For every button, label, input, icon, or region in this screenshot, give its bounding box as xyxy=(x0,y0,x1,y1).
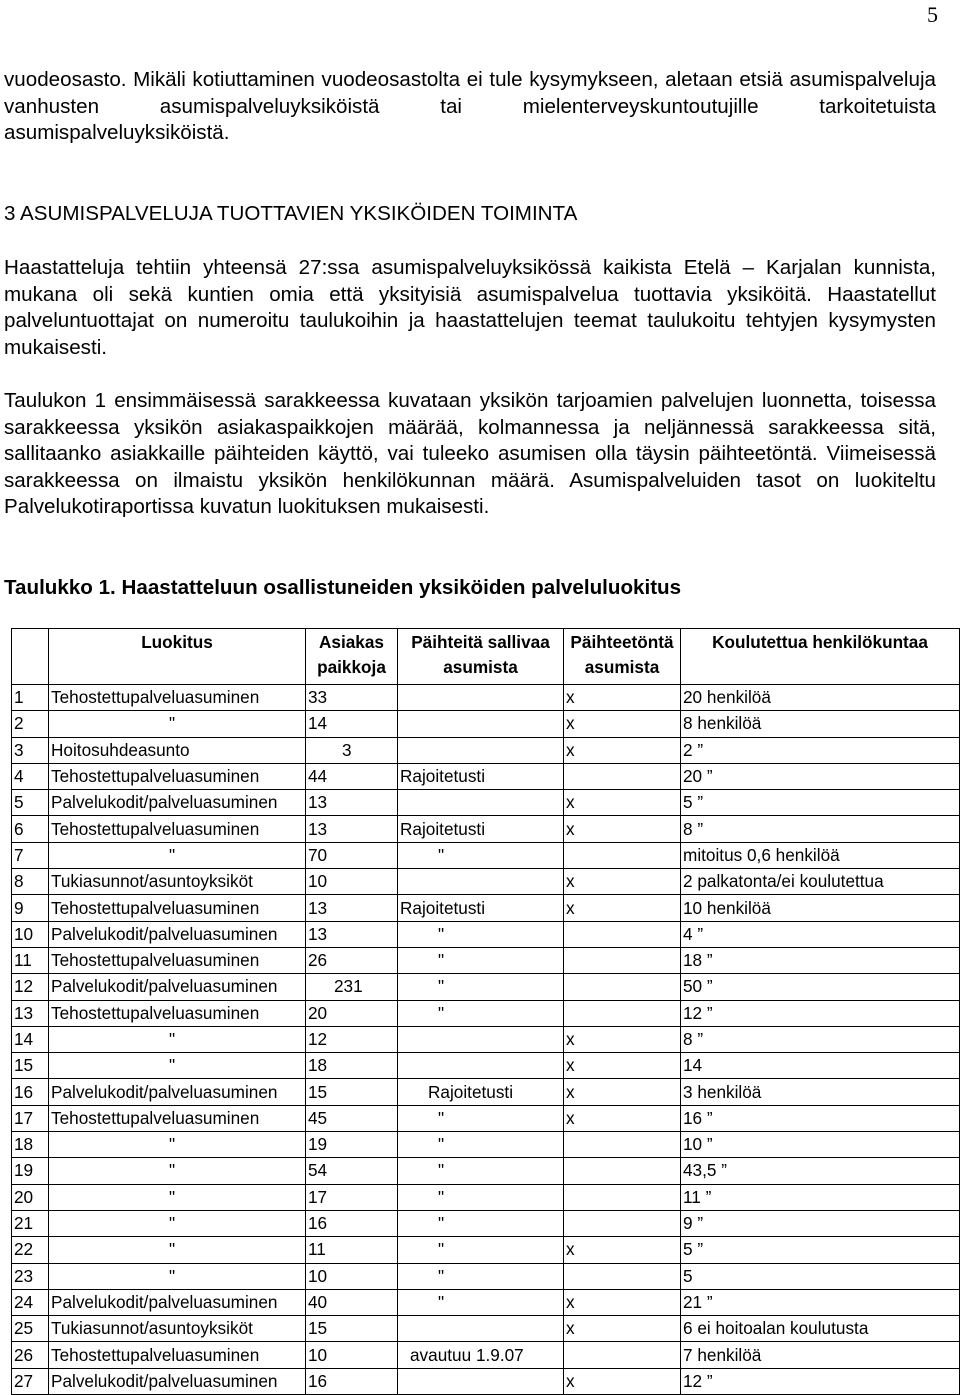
header-number xyxy=(12,629,49,685)
cell-trained-staff: 11 ” xyxy=(681,1184,960,1210)
cell-client-places: 33 xyxy=(306,685,398,711)
cell-classification: Palvelukodit/palveluasuminen xyxy=(49,1289,306,1315)
cell-intoxicants-allowed: " xyxy=(398,1105,564,1131)
table-row xyxy=(12,947,960,973)
cell-number: 27 xyxy=(12,1368,49,1394)
cell-intoxicant-free xyxy=(564,1184,681,1210)
header-intoxicants-allowed: Päihteitä sallivaa asumista xyxy=(398,629,564,685)
cell-client-places: 45 xyxy=(306,1105,398,1131)
cell-trained-staff: 20 ” xyxy=(681,763,960,789)
cell-client-places: 3 xyxy=(306,737,398,763)
cell-client-places: 16 xyxy=(306,1368,398,1394)
cell-intoxicants-allowed xyxy=(398,737,564,763)
cell-client-places: 10 xyxy=(306,1263,398,1289)
cell-trained-staff: mitoitus 0,6 henkilöä xyxy=(681,842,960,868)
cell-intoxicant-free: x xyxy=(564,1079,681,1105)
cell-classification: Palvelukodit/palveluasuminen xyxy=(49,921,306,947)
cell-trained-staff: 3 henkilöä xyxy=(681,1079,960,1105)
cell-classification: Palvelukodit/palveluasuminen xyxy=(49,974,306,1000)
cell-classification: " xyxy=(49,1026,306,1052)
cell-classification: Tehostettupalveluasuminen xyxy=(49,1105,306,1131)
cell-trained-staff: 16 ” xyxy=(681,1105,960,1131)
header-intoxicant-free: Päihteetöntä asumista xyxy=(564,629,681,685)
table-row xyxy=(12,1079,960,1105)
table-header-row xyxy=(12,629,960,685)
header-trained-staff: Koulutettua henkilökuntaa xyxy=(681,629,960,685)
cell-client-places: 13 xyxy=(306,816,398,842)
intro-paragraph: vuodeosasto. Mikäli kotiuttaminen vuodeosastolta ei tule kysymykseen, aletaan etsiä asumispalveluja vanhusten asumispalveluyksiköistä tai mielenterveyskuntoutujille tarkoitetuista asumispalveluyksiköistä. xyxy=(4,68,936,144)
service-classification-table xyxy=(11,628,960,1395)
cell-client-places: 13 xyxy=(306,921,398,947)
cell-number: 23 xyxy=(12,1263,49,1289)
cell-intoxicant-free: x xyxy=(564,1316,681,1342)
cell-number: 16 xyxy=(12,1079,49,1105)
header-client-places: Asiakas paikkoja xyxy=(306,629,398,685)
cell-intoxicants-allowed: " xyxy=(398,921,564,947)
cell-intoxicant-free xyxy=(564,842,681,868)
cell-number: 18 xyxy=(12,1132,49,1158)
cell-classification: " xyxy=(49,1158,306,1184)
cell-client-places: 15 xyxy=(306,1316,398,1342)
table-row xyxy=(12,711,960,737)
cell-intoxicant-free xyxy=(564,1132,681,1158)
cell-intoxicant-free xyxy=(564,1000,681,1026)
cell-intoxicant-free: x xyxy=(564,1237,681,1263)
cell-number: 21 xyxy=(12,1210,49,1236)
cell-classification: Tehostettupalveluasuminen xyxy=(49,816,306,842)
cell-intoxicants-allowed: " xyxy=(398,1184,564,1210)
cell-intoxicants-allowed: " xyxy=(398,1263,564,1289)
cell-classification: " xyxy=(49,842,306,868)
cell-intoxicants-allowed xyxy=(398,711,564,737)
cell-trained-staff: 20 henkilöä xyxy=(681,685,960,711)
cell-classification: Tukiasunnot/asuntoyksiköt xyxy=(49,869,306,895)
section-heading: 3 ASUMISPALVELUJA TUOTTAVIEN YKSIKÖIDEN TOIMINTA xyxy=(4,202,578,225)
cell-intoxicant-free: x xyxy=(564,1289,681,1315)
table-row xyxy=(12,737,960,763)
cell-trained-staff: 9 ” xyxy=(681,1210,960,1236)
cell-trained-staff: 43,5 ” xyxy=(681,1158,960,1184)
cell-client-places: 231 xyxy=(306,974,398,1000)
cell-number: 3 xyxy=(12,737,49,763)
cell-intoxicant-free xyxy=(564,1210,681,1236)
cell-number: 19 xyxy=(12,1158,49,1184)
cell-number: 6 xyxy=(12,816,49,842)
cell-classification: Palvelukodit/palveluasuminen xyxy=(49,1079,306,1105)
cell-intoxicant-free: x xyxy=(564,790,681,816)
cell-number: 1 xyxy=(12,685,49,711)
cell-client-places: 12 xyxy=(306,1026,398,1052)
cell-number: 24 xyxy=(12,1289,49,1315)
cell-client-places: 44 xyxy=(306,763,398,789)
cell-intoxicant-free: x xyxy=(564,816,681,842)
cell-trained-staff: 14 xyxy=(681,1053,960,1079)
table-row xyxy=(12,1000,960,1026)
cell-intoxicants-allowed: Rajoitetusti xyxy=(398,895,564,921)
table-row xyxy=(12,1184,960,1210)
cell-client-places: 54 xyxy=(306,1158,398,1184)
cell-client-places: 40 xyxy=(306,1289,398,1315)
cell-intoxicant-free: x xyxy=(564,869,681,895)
cell-intoxicants-allowed: Rajoitetusti xyxy=(398,763,564,789)
table-row xyxy=(12,1132,960,1158)
table-row xyxy=(12,1158,960,1184)
cell-intoxicants-allowed: " xyxy=(398,974,564,1000)
cell-client-places: 18 xyxy=(306,1053,398,1079)
cell-client-places: 19 xyxy=(306,1132,398,1158)
cell-trained-staff: 8 henkilöä xyxy=(681,711,960,737)
cell-classification: " xyxy=(49,1237,306,1263)
cell-trained-staff: 4 ” xyxy=(681,921,960,947)
table-row xyxy=(12,1026,960,1052)
cell-classification: Palvelukodit/palveluasuminen xyxy=(49,1368,306,1394)
cell-classification: Tukiasunnot/asuntoyksiköt xyxy=(49,1316,306,1342)
table-title: Taulukko 1. Haastatteluun osallistuneiden yksiköiden palveluluokitus xyxy=(4,576,682,599)
cell-intoxicants-allowed: " xyxy=(398,1210,564,1236)
cell-number: 15 xyxy=(12,1053,49,1079)
cell-number: 20 xyxy=(12,1184,49,1210)
cell-number: 17 xyxy=(12,1105,49,1131)
cell-intoxicants-allowed xyxy=(398,1368,564,1394)
cell-client-places: 16 xyxy=(306,1210,398,1236)
cell-intoxicants-allowed: Rajoitetusti xyxy=(398,1079,564,1105)
table-row xyxy=(12,1316,960,1342)
cell-classification: Tehostettupalveluasuminen xyxy=(49,895,306,921)
cell-number: 10 xyxy=(12,921,49,947)
cell-number: 9 xyxy=(12,895,49,921)
cell-number: 11 xyxy=(12,947,49,973)
cell-classification: " xyxy=(49,711,306,737)
cell-intoxicants-allowed: " xyxy=(398,1132,564,1158)
table-row xyxy=(12,1342,960,1368)
cell-number: 12 xyxy=(12,974,49,1000)
table-row xyxy=(12,974,960,1000)
cell-intoxicants-allowed xyxy=(398,1053,564,1079)
page-number: 5 xyxy=(927,2,938,27)
cell-trained-staff: 7 henkilöä xyxy=(681,1342,960,1368)
cell-intoxicant-free: x xyxy=(564,1026,681,1052)
table-body xyxy=(12,685,960,1395)
cell-intoxicant-free: x xyxy=(564,1105,681,1131)
cell-classification: Tehostettupalveluasuminen xyxy=(49,763,306,789)
cell-client-places: 10 xyxy=(306,1342,398,1368)
cell-client-places: 13 xyxy=(306,895,398,921)
cell-classification: Palvelukodit/palveluasuminen xyxy=(49,790,306,816)
cell-intoxicant-free: x xyxy=(564,1368,681,1394)
table-row xyxy=(12,1263,960,1289)
cell-trained-staff: 5 xyxy=(681,1263,960,1289)
cell-intoxicants-allowed: " xyxy=(398,1000,564,1026)
cell-intoxicant-free: x xyxy=(564,685,681,711)
cell-trained-staff: 10 ” xyxy=(681,1132,960,1158)
cell-trained-staff: 12 ” xyxy=(681,1000,960,1026)
cell-intoxicant-free xyxy=(564,921,681,947)
cell-intoxicants-allowed xyxy=(398,685,564,711)
cell-number: 25 xyxy=(12,1316,49,1342)
cell-number: 2 xyxy=(12,711,49,737)
cell-intoxicant-free: x xyxy=(564,737,681,763)
cell-trained-staff: 6 ei hoitoalan koulutusta xyxy=(681,1316,960,1342)
cell-classification: Hoitosuhdeasunto xyxy=(49,737,306,763)
cell-trained-staff: 2 palkatonta/ei koulutettua xyxy=(681,869,960,895)
cell-client-places: 26 xyxy=(306,947,398,973)
cell-intoxicants-allowed: " xyxy=(398,1158,564,1184)
cell-client-places: 14 xyxy=(306,711,398,737)
cell-classification: " xyxy=(49,1053,306,1079)
cell-number: 13 xyxy=(12,1000,49,1026)
cell-intoxicant-free xyxy=(564,974,681,1000)
cell-number: 5 xyxy=(12,790,49,816)
cell-trained-staff: 5 ” xyxy=(681,1237,960,1263)
cell-client-places: 70 xyxy=(306,842,398,868)
cell-trained-staff: 18 ” xyxy=(681,947,960,973)
cell-trained-staff: 8 ” xyxy=(681,1026,960,1052)
interviews-paragraph: Haastatteluja tehtiin yhteensä 27:ssa asumispalveluyksikössä kaikista Etelä – Karjalan kunnista, mukana oli sekä kuntien omia että yksityisiä asumispalvelua tuottavia yksiköitä. Haastatellut palveluntuottajat on numeroitu taulukoihin ja haastattelujen teemat taulukoitu tehtyjen kysymysten mukaisesti. xyxy=(4,256,936,359)
cell-trained-staff: 5 ” xyxy=(681,790,960,816)
cell-classification: " xyxy=(49,1184,306,1210)
table-row xyxy=(12,921,960,947)
cell-client-places: 20 xyxy=(306,1000,398,1026)
table-row xyxy=(12,1053,960,1079)
cell-intoxicants-allowed: " xyxy=(398,947,564,973)
cell-intoxicants-allowed: avautuu 1.9.07 xyxy=(398,1342,564,1368)
cell-number: 22 xyxy=(12,1237,49,1263)
cell-classification: Tehostettupalveluasuminen xyxy=(49,1342,306,1368)
cell-trained-staff: 50 ” xyxy=(681,974,960,1000)
cell-trained-staff: 10 henkilöä xyxy=(681,895,960,921)
cell-client-places: 13 xyxy=(306,790,398,816)
header-classification: Luokitus xyxy=(49,629,306,685)
cell-trained-staff: 8 ” xyxy=(681,816,960,842)
cell-intoxicant-free: x xyxy=(564,895,681,921)
cell-classification: Tehostettupalveluasuminen xyxy=(49,947,306,973)
cell-classification: Tehostettupalveluasuminen xyxy=(49,1000,306,1026)
cell-classification: " xyxy=(49,1263,306,1289)
cell-client-places: 10 xyxy=(306,869,398,895)
cell-number: 14 xyxy=(12,1026,49,1052)
cell-intoxicants-allowed: " xyxy=(398,842,564,868)
table-row xyxy=(12,1210,960,1236)
table-row xyxy=(12,685,960,711)
cell-intoxicants-allowed xyxy=(398,869,564,895)
cell-intoxicants-allowed: Rajoitetusti xyxy=(398,816,564,842)
cell-intoxicant-free xyxy=(564,1263,681,1289)
cell-intoxicant-free xyxy=(564,1158,681,1184)
cell-trained-staff: 21 ” xyxy=(681,1289,960,1315)
cell-number: 7 xyxy=(12,842,49,868)
cell-number: 26 xyxy=(12,1342,49,1368)
cell-intoxicant-free: x xyxy=(564,1053,681,1079)
cell-intoxicants-allowed: " xyxy=(398,1289,564,1315)
cell-intoxicant-free: x xyxy=(564,711,681,737)
table-row xyxy=(12,842,960,868)
cell-number: 4 xyxy=(12,763,49,789)
table-row xyxy=(12,816,960,842)
table-row xyxy=(12,1368,960,1394)
table-row xyxy=(12,895,960,921)
cell-intoxicant-free xyxy=(564,1342,681,1368)
table-row xyxy=(12,1105,960,1131)
table-row xyxy=(12,1289,960,1315)
cell-intoxicant-free xyxy=(564,947,681,973)
table-row xyxy=(12,790,960,816)
cell-intoxicants-allowed xyxy=(398,1026,564,1052)
cell-intoxicant-free xyxy=(564,763,681,789)
cell-classification: " xyxy=(49,1210,306,1236)
cell-client-places: 11 xyxy=(306,1237,398,1263)
table-row xyxy=(12,869,960,895)
cell-trained-staff: 12 ” xyxy=(681,1368,960,1394)
table-row xyxy=(12,763,960,789)
cell-client-places: 15 xyxy=(306,1079,398,1105)
cell-number: 8 xyxy=(12,869,49,895)
cell-trained-staff: 2 ” xyxy=(681,737,960,763)
table-description-paragraph: Taulukon 1 ensimmäisessä sarakkeessa kuvataan yksikön tarjoamien palvelujen luonnetta, toisessa sarakkeessa yksikön asiakaspaikkojen määrää, kolmannessa ja neljännessä sarakkeessa sitä, sallitaanko asiakkaille päihteiden käyttö, vai tuleeko asumisen olla täysin päihteetöntä. Viimeisessä sarakkeessa on ilmaistu yksikön henkilökunnan määrä. Asumispalveluiden tasot on luokiteltu Palvelukotiraportissa kuvatun luokituksen mukaisesti. xyxy=(4,389,936,518)
cell-intoxicants-allowed: " xyxy=(398,1237,564,1263)
cell-classification: Tehostettupalveluasuminen xyxy=(49,685,306,711)
cell-client-places: 17 xyxy=(306,1184,398,1210)
cell-classification: " xyxy=(49,1132,306,1158)
table-row xyxy=(12,1237,960,1263)
cell-intoxicants-allowed xyxy=(398,1316,564,1342)
cell-intoxicants-allowed xyxy=(398,790,564,816)
